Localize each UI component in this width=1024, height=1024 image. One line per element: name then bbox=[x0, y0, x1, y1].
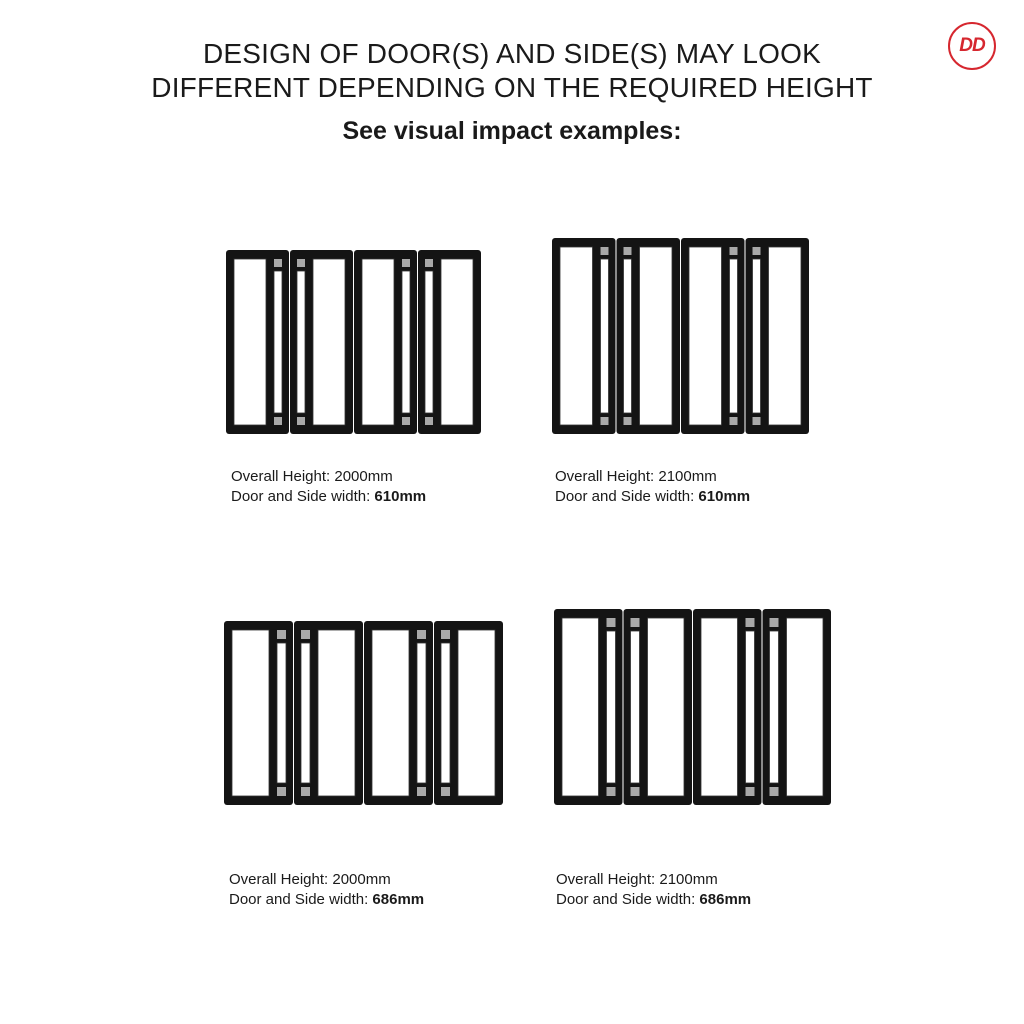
accent-square-top bbox=[425, 259, 433, 267]
accent-square-bottom bbox=[402, 417, 410, 425]
door-panel bbox=[693, 609, 762, 805]
accent-square-top bbox=[607, 618, 616, 627]
heading-line-1: DESIGN OF DOOR(S) AND SIDE(S) MAY LOOK bbox=[203, 38, 821, 69]
accent-square-top bbox=[441, 630, 450, 639]
accent-square-bottom bbox=[770, 787, 779, 796]
panel-width-label: Door and Side width: bbox=[229, 891, 369, 908]
glass-strip bbox=[402, 271, 410, 413]
door-panel bbox=[434, 621, 503, 805]
overall-height-label: Overall Height: 2100mm bbox=[556, 871, 718, 888]
glass-strip bbox=[301, 643, 310, 783]
glass-pane bbox=[458, 630, 495, 796]
overall-height-label: Overall Height: 2000mm bbox=[231, 468, 393, 485]
accent-square-top bbox=[631, 618, 640, 627]
accent-square-bottom bbox=[753, 417, 761, 425]
glass-pane bbox=[640, 247, 673, 425]
panel-width-value: 610mm bbox=[698, 488, 751, 505]
panel-width-line bbox=[231, 487, 426, 507]
glass-strip bbox=[730, 259, 738, 413]
glass-strip bbox=[746, 631, 755, 783]
accent-square-top bbox=[301, 630, 310, 639]
door-panel bbox=[681, 238, 745, 434]
glass-strip bbox=[770, 631, 779, 783]
glass-pane bbox=[234, 259, 266, 425]
glass-strip bbox=[441, 643, 450, 783]
door-panel bbox=[552, 238, 616, 434]
glass-strip bbox=[417, 643, 426, 783]
glass-strip bbox=[274, 271, 282, 413]
door-set-illustration-1 bbox=[224, 249, 484, 435]
heading-subtitle: See visual impact examples: bbox=[342, 117, 682, 145]
glass-pane bbox=[689, 247, 722, 425]
door-set-illustration-3 bbox=[222, 620, 506, 806]
accent-square-bottom bbox=[417, 787, 426, 796]
glass-strip bbox=[297, 271, 305, 413]
accent-square-top bbox=[297, 259, 305, 267]
spec-caption-3 bbox=[229, 870, 424, 910]
glass-strip bbox=[753, 259, 761, 413]
door-panel bbox=[354, 250, 417, 434]
glass-strip bbox=[624, 259, 632, 413]
door-panel bbox=[617, 238, 681, 434]
glass-pane bbox=[560, 247, 593, 425]
glass-pane bbox=[769, 247, 802, 425]
accent-square-top bbox=[730, 247, 738, 255]
panel-width-label: Door and Side width: bbox=[231, 488, 371, 505]
accent-square-bottom bbox=[624, 417, 632, 425]
door-panel bbox=[224, 621, 293, 805]
accent-square-bottom bbox=[441, 787, 450, 796]
accent-square-top bbox=[277, 630, 286, 639]
heading-line-2: DIFFERENT DEPENDING ON THE REQUIRED HEIGHT bbox=[151, 72, 873, 103]
accent-square-top bbox=[770, 618, 779, 627]
panel-width-label: Door and Side width: bbox=[556, 891, 696, 908]
panel-width-value: 686mm bbox=[699, 891, 752, 908]
door-set-illustration-4 bbox=[552, 608, 834, 806]
accent-square-bottom bbox=[274, 417, 282, 425]
door-panel bbox=[364, 621, 433, 805]
glass-strip bbox=[631, 631, 640, 783]
overall-height-label: Overall Height: 2100mm bbox=[555, 468, 717, 485]
overall-height-label: Overall Height: 2000mm bbox=[229, 871, 391, 888]
accent-square-bottom bbox=[631, 787, 640, 796]
brand-logo bbox=[948, 22, 996, 70]
door-set-illustration-2 bbox=[550, 237, 812, 435]
accent-square-bottom bbox=[601, 417, 609, 425]
glass-pane bbox=[787, 618, 824, 796]
accent-square-top bbox=[746, 618, 755, 627]
door-panel bbox=[290, 250, 353, 434]
accent-square-top bbox=[274, 259, 282, 267]
panel-width-label: Door and Side width: bbox=[555, 488, 695, 505]
glass-pane bbox=[372, 630, 409, 796]
door-panel bbox=[294, 621, 363, 805]
glass-pane bbox=[318, 630, 355, 796]
panel-width-line bbox=[555, 487, 750, 507]
accent-square-top bbox=[624, 247, 632, 255]
glass-strip bbox=[601, 259, 609, 413]
accent-square-top bbox=[402, 259, 410, 267]
accent-square-top bbox=[753, 247, 761, 255]
accent-square-bottom bbox=[607, 787, 616, 796]
glass-strip bbox=[607, 631, 616, 783]
spec-caption-1 bbox=[231, 467, 426, 507]
panel-width-value: 686mm bbox=[372, 891, 425, 908]
panel-width-line bbox=[556, 890, 751, 910]
glass-strip bbox=[277, 643, 286, 783]
glass-pane bbox=[313, 259, 345, 425]
accent-square-bottom bbox=[730, 417, 738, 425]
door-panel bbox=[763, 609, 832, 805]
accent-square-bottom bbox=[746, 787, 755, 796]
door-panel bbox=[624, 609, 693, 805]
glass-pane bbox=[648, 618, 685, 796]
accent-square-bottom bbox=[301, 787, 310, 796]
accent-square-bottom bbox=[425, 417, 433, 425]
glass-pane bbox=[701, 618, 738, 796]
door-panel bbox=[746, 238, 810, 434]
door-panel bbox=[554, 609, 623, 805]
spec-caption-2 bbox=[555, 467, 750, 507]
glass-pane bbox=[562, 618, 599, 796]
accent-square-top bbox=[417, 630, 426, 639]
panel-width-value: 610mm bbox=[374, 488, 427, 505]
accent-square-bottom bbox=[297, 417, 305, 425]
glass-strip bbox=[425, 271, 433, 413]
door-panel bbox=[226, 250, 289, 434]
accent-square-bottom bbox=[277, 787, 286, 796]
spec-caption-4 bbox=[556, 870, 751, 910]
door-panel bbox=[418, 250, 481, 434]
glass-pane bbox=[362, 259, 394, 425]
glass-pane bbox=[441, 259, 473, 425]
glass-pane bbox=[232, 630, 269, 796]
panel-width-line bbox=[229, 890, 424, 910]
brand-logo-text: DD bbox=[959, 35, 985, 56]
accent-square-top bbox=[601, 247, 609, 255]
